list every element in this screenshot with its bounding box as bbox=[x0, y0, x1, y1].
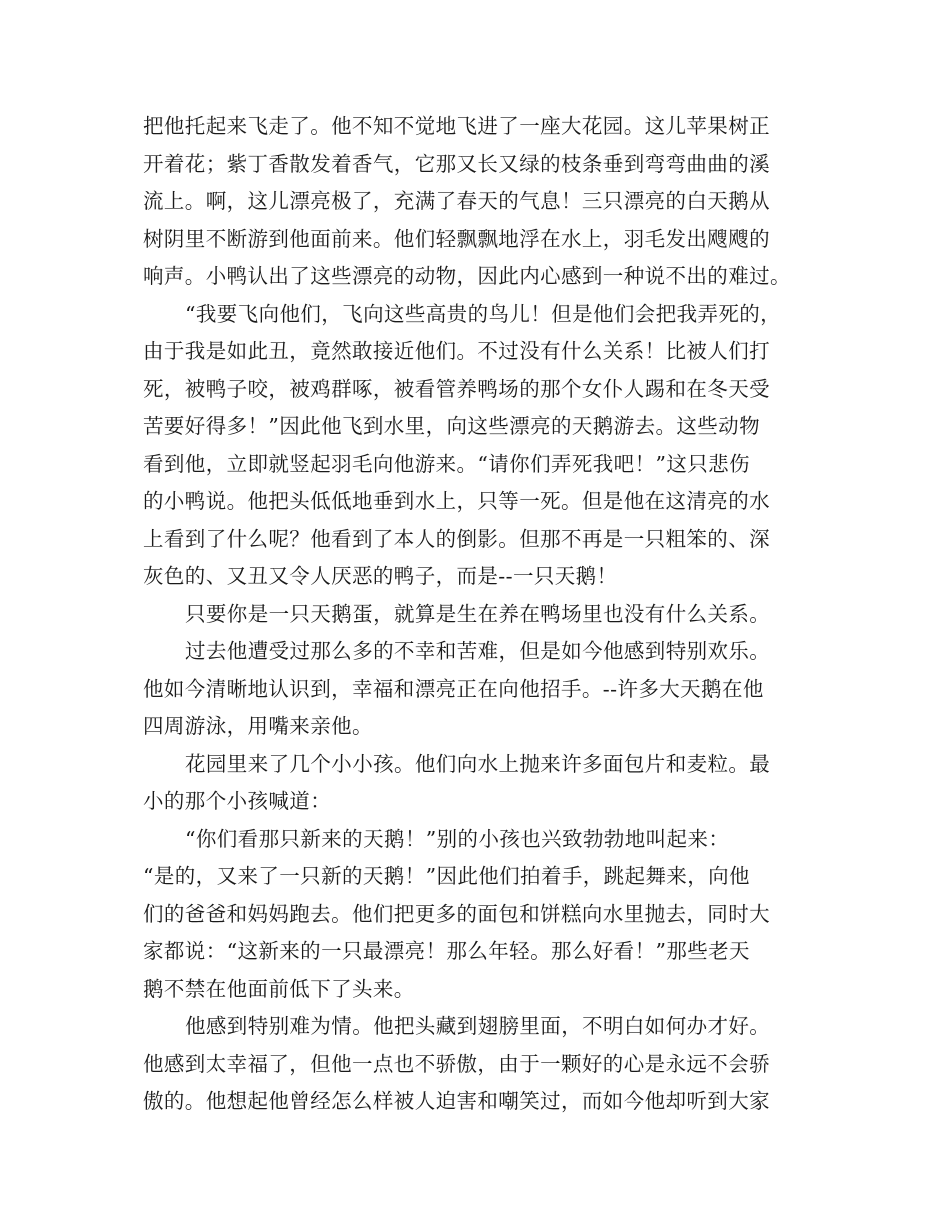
text-line: 傲的。他想起他曾经怎么样被人迫害和嘲笑过，而如今他却听到大家 bbox=[143, 1089, 770, 1113]
story-text bbox=[143, 108, 843, 1121]
text-line: “是的，又来了一只新的天鹅！”因此他们拍着手，跳起舞来，向他 bbox=[143, 864, 750, 888]
paragraph-start-line: 他感到特别难为情。他把头藏到翅膀里面，不明白如何办才好。 bbox=[185, 1014, 771, 1038]
text-line: 由于我是如此丑，竟然敢接近他们。不过没有什么关系！比被人们打 bbox=[143, 339, 770, 363]
text-line: 他如今清晰地认识到，幸福和漂亮正在向他招手。--许多大天鹅在他 bbox=[143, 676, 764, 701]
paragraph-start-line: “你们看那只新来的天鹅！”别的小孩也兴致勃勃地叫起来： bbox=[185, 826, 730, 851]
text-line: 灰色的、又丑又令人厌恶的鸭子，而是--一只天鹅！ bbox=[143, 564, 618, 588]
text-line: 家都说：“这新来的一只最漂亮！那么年轻。那么好看！”那些老天 bbox=[143, 939, 750, 963]
text-line: 鹅不禁在他面前低下了头来。 bbox=[143, 976, 415, 1001]
text-line: 把他托起来飞走了。他不知不觉地飞进了一座大花园。这儿苹果树正 bbox=[143, 114, 770, 138]
text-line: 小的那个小孩喊道： bbox=[143, 789, 332, 813]
text-line: 响声。小鸭认出了这些漂亮的动物，因此内心感到一种说不出的难过。 bbox=[143, 264, 791, 288]
text-line: 开着花；紫丁香散发着香气，它那又长又绿的枝条垂到弯弯曲曲的溪 bbox=[143, 151, 770, 176]
paragraph-start-line: 过去他遭受过那么多的不幸和苦难，但是如今他感到特别欢乐。 bbox=[185, 639, 771, 663]
paragraph-start-line: 花园里来了几个小小孩。他们向水上抛来许多面包片和麦粒。最 bbox=[185, 751, 771, 776]
text-line: 看到他，立即就竖起羽毛向他游来。“请你们弄死我吧！”这只悲伤 bbox=[143, 451, 750, 476]
paragraph-start-line: “我要飞向他们，飞向这些高贵的鸟儿！但是他们会把我弄死的， bbox=[185, 301, 782, 326]
text-line: 树阴里不断游到他面前来。他们轻飘飘地浮在水上，羽毛发出飕飕的 bbox=[143, 226, 770, 251]
text-line: 们的爸爸和妈妈跑去。他们把更多的面包和饼糕向水里抛去，同时大 bbox=[143, 901, 770, 926]
text-line: 四周游泳，用嘴来亲他。 bbox=[143, 714, 373, 738]
paragraph-start-line: 只要你是一只天鹅蛋，就算是生在养在鸭场里也没有什么关系。 bbox=[185, 601, 771, 626]
text-line: 死，被鸭子咬，被鸡群啄，被看管养鸭场的那个女仆人踢和在冬天受 bbox=[143, 376, 770, 401]
text-line: 流上。啊，这儿漂亮极了，充满了春天的气息！三只漂亮的白天鹅从 bbox=[143, 189, 770, 213]
text-line: 的小鸭说。他把头低低地垂到水上，只等一死。但是他在这清亮的水 bbox=[143, 489, 770, 513]
text-line: 上看到了什么呢？他看到了本人的倒影。但那不再是一只粗笨的、深 bbox=[143, 526, 770, 551]
text-line: 苦要好得多！”因此他飞到水里，向这些漂亮的天鹅游去。这些动物 bbox=[143, 414, 760, 438]
text-line: 他感到太幸福了，但他一点也不骄傲，由于一颗好的心是永远不会骄 bbox=[143, 1051, 770, 1076]
